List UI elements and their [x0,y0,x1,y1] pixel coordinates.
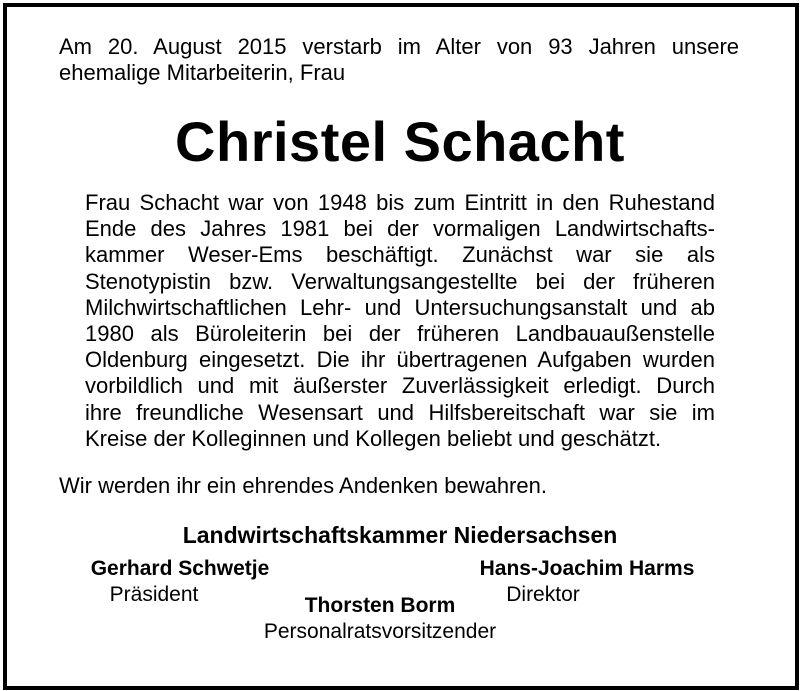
biography-line: Kreise der Kolleginnen und Kollegen beliebt und geschätzt. [85,425,662,451]
deceased-name: Christel Schacht [175,110,625,173]
biography-line: 1980 als Büroleiterin bei der früheren Landbauaußenstelle [85,321,715,347]
closing-sentence: Wir werden ihr ein ehrendes Andenken bewahren. [59,473,547,498]
biography-line: kammer Weser-Ems beschäftigt. Zunächst war sie als [85,242,715,268]
intro-text [59,34,739,86]
biography-line: ihre freundliche Wesensart und Hilfsbereitschaft war sie im [85,399,715,425]
biography-line: Stenotypistin bzw. Verwaltungsangestellte bei der früheren [85,268,715,294]
biography-line: Frau Schacht war von 1948 bis zum Eintritt in den Ruhestand [85,190,715,215]
signatory-name: Gerhard Schwetje [90,557,270,580]
signatory-title: Direktor [506,583,580,606]
biography-line: Ende des Jahres 1981 bei der vormaligen Landwirtschafts- [85,216,715,242]
organization-name: Landwirtschaftskammer Niedersachsen [182,522,618,548]
intro-line: Am 20. August 2015 verstarb im Alter von 93 Jahren unsere [59,34,739,59]
signatory-staff-council [230,593,530,645]
signatory-name: Hans-Joachim Harms [479,557,695,580]
biography-line: Milchwirtschaftlichen Lehr- und Untersuchungsanstalt und ab [85,294,715,320]
biography-text [85,190,715,452]
biography-line: Oldenburg eingesetzt. Die ihr übertragenen Aufgaben wurden [85,347,715,373]
intro-line: ehemalige Mitarbeiterin, Frau [59,60,346,85]
signatory-name: Thorsten Borm [304,594,456,617]
signatory-title: Personalratsvorsitzender [263,620,497,643]
signatory-title: Präsident [109,583,199,606]
biography-line: vorbildlich und mit äußerster Zuverlässigkeit erledigt. Durch [85,373,715,399]
